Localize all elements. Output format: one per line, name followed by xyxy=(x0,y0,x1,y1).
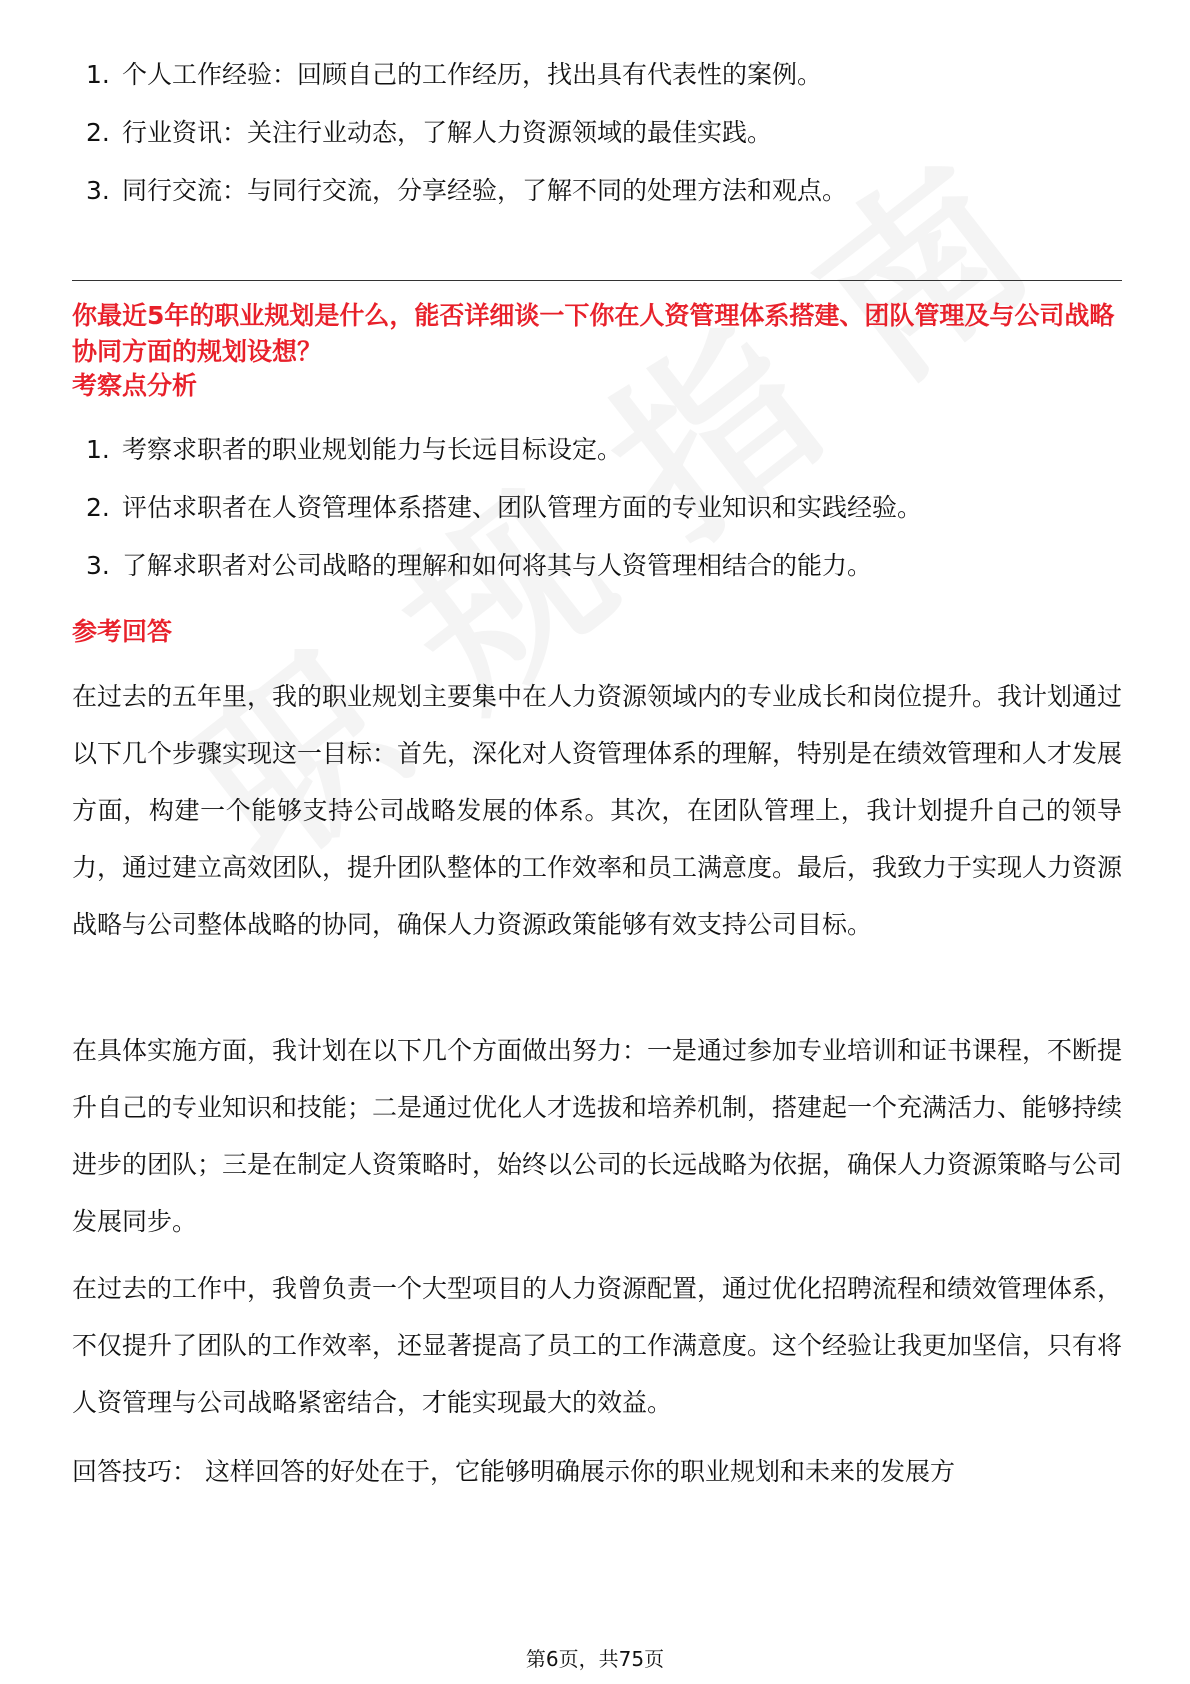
answer-tip: 回答技巧： 这样回答的好处在于，它能够明确展示你的职业规划和未来的发展方 xyxy=(72,1457,955,1486)
question-title: 你最近5年的职业规划是什么，能否详细谈一下你在人资管理体系搭建、团队管理及与公司战略协同方面的规划设想？ xyxy=(72,301,1115,366)
answer-paragraph-1: 在过去的五年里，我的职业规划主要集中在人力资源领域内的专业成长和岗位提升。我计划通过以下几个步骤实现这一目标：首先，深化对人资管理体系的理解，特别是在绩效管理和人才发展方面，构建一个能够支持公司战略发展的体系。其次，在团队管理上，我计划提升自己的领导力，通过建立高效团队，提升团队整体的工作效率和员工满意度。最后，我致力于实现人力资源战略与公司整体战略的协同，确保人力资源政策能够有效支持公司目标。 xyxy=(72,682,1123,939)
answer-paragraph-3: 在过去的工作中，我曾负责一个大型项目的人力资源配置，通过优化招聘流程和绩效管理体系，不仅提升了团队的工作效率，还显著提高了员工的工作满意度。这个经验让我更加坚信，只有将人资管理与公司战略紧密结合，才能实现最大的效益。 xyxy=(72,1274,1123,1417)
list-item: 2. 评估求职者在人资管理体系搭建、团队管理方面的专业知识和实践经验。 xyxy=(86,493,923,522)
list-item: 3. 同行交流：与同行交流，分享经验，了解不同的处理方法和观点。 xyxy=(86,176,848,205)
top-list xyxy=(72,46,1122,220)
list-item: 3. 了解求职者对公司战略的理解和如何将其与人资管理相结合的能力。 xyxy=(86,551,873,580)
answer-paragraph-2: 在具体实施方面，我计划在以下几个方面做出努力：一是通过参加专业培训和证书课程，不断提升自己的专业知识和技能；二是通过优化人才选拔和培养机制，搭建起一个充满活力、能够持续进步的团队；三是在制定人资策略时，始终以公司的长远战略为依据，确保人力资源策略与公司发展同步。 xyxy=(72,1036,1123,1236)
page-number: 第6页，共75页 xyxy=(525,1647,665,1671)
analysis-heading: 考察点分析 xyxy=(72,371,198,400)
list-item: 1. 考察求职者的职业规划能力与长远目标设定。 xyxy=(86,435,623,464)
list-item: 2. 行业资讯：关注行业动态，了解人力资源领域的最佳实践。 xyxy=(86,118,773,147)
section-divider xyxy=(72,280,1122,281)
answer-heading: 参考回答 xyxy=(72,617,173,646)
analysis-list xyxy=(72,421,1122,595)
list-item: 1. 个人工作经验：回顾自己的工作经历，找出具有代表性的案例。 xyxy=(86,60,823,89)
